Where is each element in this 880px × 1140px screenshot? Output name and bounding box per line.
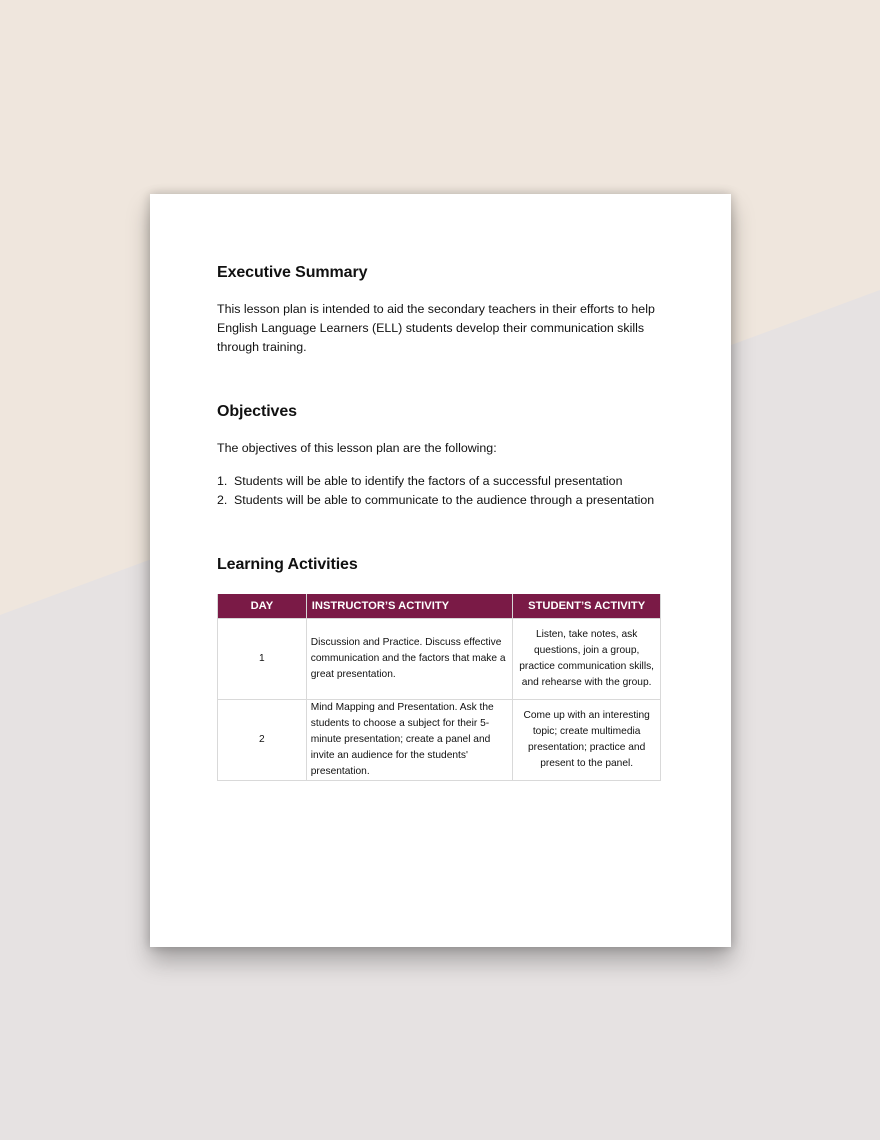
objective-item [217, 472, 677, 491]
header-day: DAY [218, 594, 307, 618]
table-row [218, 618, 661, 699]
objective-text: Students will be able to communicate to the audience through a presentation [234, 493, 655, 507]
objectives-intro: The objectives of this lesson plan are the following: [217, 441, 497, 455]
objective-number: 2. [217, 493, 228, 507]
table-header-row [218, 594, 661, 618]
cell-day: 1 [218, 618, 307, 699]
objectives-heading: Objectives [217, 403, 297, 420]
table-row [218, 699, 661, 780]
cell-instructor-activity: Discussion and Practice. Discuss effective communication and the factors that make a great presentation. [306, 618, 513, 699]
executive-summary-body: This lesson plan is intended to aid the secondary teachers in their efforts to help English Language Learners (ELL) students develop their communication skills through training. [217, 302, 655, 354]
cell-day: 2 [218, 699, 307, 780]
objective-number: 1. [217, 474, 228, 488]
learning-activities-heading: Learning Activities [217, 556, 358, 573]
objectives-list [217, 472, 677, 510]
learning-activities-table [217, 594, 661, 781]
document-page [150, 194, 731, 947]
cell-student-activity: Listen, take notes, ask questions, join a group, practice communication skills, and rehearse with the group. [513, 618, 661, 699]
executive-summary-heading: Executive Summary [217, 264, 368, 281]
cell-student-activity: Come up with an interesting topic; create multimedia presentation; practice and present to the panel. [513, 699, 661, 780]
objective-item [217, 491, 677, 510]
cell-instructor-activity: Mind Mapping and Presentation. Ask the students to choose a subject for their 5-minute presentation; create a panel and invite an audience for the students' presentation. [306, 699, 513, 780]
header-instructor-activity: INSTRUCTOR’S ACTIVITY [306, 594, 513, 618]
header-student-activity: STUDENT’S ACTIVITY [513, 594, 661, 618]
objective-text: Students will be able to identify the factors of a successful presentation [234, 474, 623, 488]
